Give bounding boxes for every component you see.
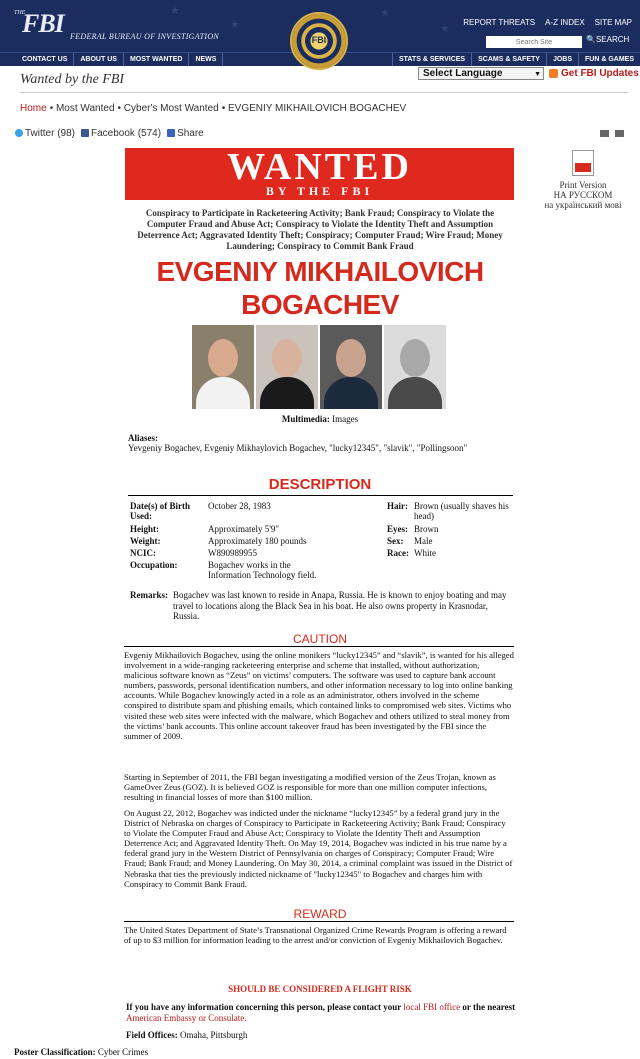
- photo-gallery: [192, 325, 446, 409]
- search-button-label: SEARCH: [595, 35, 630, 44]
- embassy-link[interactable]: American Embassy or Consulate.: [126, 1012, 247, 1023]
- occupation-label: Occupation:: [130, 560, 178, 570]
- star-decoration: ★: [380, 7, 390, 19]
- poster-classification: [14, 1047, 148, 1057]
- aliases: [128, 433, 488, 453]
- photo-figure: [196, 377, 250, 409]
- contact-text: or the nearest: [462, 1002, 516, 1012]
- poster-classification-value: Cyber Crimes: [97, 1047, 149, 1057]
- reward-paragraph: The United States Department of State’s Transnational Organized Crime Rewards Program is offering a reward of up to $3 million for information leading to the arrest and/or conviction of Evgeniy Mikhailovich Bogachev.: [124, 925, 507, 946]
- section-title: Wanted by the FBI: [20, 72, 125, 87]
- social-bar: [15, 128, 204, 139]
- share-icon: [167, 129, 175, 137]
- aliases-value: Yevgeniy Bogachev, Evgeniy Mikhaylovich Bogachev, "lucky12345", "slavik", "Pollingsoon": [128, 443, 468, 453]
- caution-paragraph: Starting in September of 2011, the FBI began investigating a modified version of the Zeus Trojan, known as GameOver Zeus (GOZ). It is believed GOZ is responsible for more than one million computer infections, resulting in financial losses of more than $100 million.: [124, 772, 496, 803]
- logo-subtitle: FEDERAL BUREAU OF INVESTIGATION: [70, 32, 220, 41]
- caution-paragraph: On August 22, 2012, Bogachev was indicted under the nickname “lucky12345” by a federal grand jury in the District of Nebraska on charges of Conspiracy to Participate in Racketeering Activity; Bank Fraud; Conspiracy to Violate the Computer Fraud and Abuse Act; Conspiracy to Violate the Identity Theft and Assumption Deterrence Act; and Aggravated Identity Theft. On May 19, 2014, Bogachev was indicted in his true name by a federal grand jury in the Western District of Pennsylvania on charges of Conspiracy; Computer Fraud; Wire Fraud; Bank Fraud; and Money Laundering. On May 30, 2014, a criminal complaint was issued in the District of Nebraska that ties the previously indicted nickname of "lucky12345" to Bogachev and charges him with Conspiracy to Commit Bank Fraud.: [124, 808, 513, 889]
- photo-face: [272, 339, 302, 377]
- divider: [128, 495, 513, 496]
- contact-text: If you have any information concerning this person, please contact your: [126, 1002, 402, 1012]
- ukrainian-version-link[interactable]: на український мові: [544, 200, 622, 210]
- logo-the: THE: [14, 10, 26, 16]
- remarks-value: Bogachev was last known to reside in Anapa, Russia. He is known to enjoy boating and may travel to locations along the Black Sea in his boat. He also owns property in Krasnodar, Russia.: [173, 590, 507, 621]
- photo-figure: [388, 377, 442, 409]
- fbi-updates-link[interactable]: [549, 68, 639, 79]
- divider: [124, 646, 514, 647]
- height-label: Height:: [130, 524, 159, 534]
- wanted-banner: [125, 148, 514, 200]
- nav-jobs[interactable]: JOBS: [546, 53, 578, 66]
- nav-stats-services[interactable]: STATS & SERVICES: [392, 53, 471, 66]
- multimedia-label: Multimedia:: [281, 414, 330, 424]
- banner-subtitle: BY THE FBI: [265, 184, 374, 198]
- flight-risk-warning: SHOULD BE CONSIDERED A FLIGHT RISK: [228, 984, 412, 994]
- aliases-label: Aliases:: [128, 433, 158, 443]
- weight-value: Approximately 180 pounds: [208, 536, 307, 546]
- caution-heading: CAUTION: [293, 632, 347, 646]
- email-icon[interactable]: [600, 130, 609, 137]
- fugitive-name-line2: BOGACHEV: [241, 289, 399, 320]
- contact-info: [126, 1002, 516, 1023]
- twitter-button[interactable]: [15, 128, 75, 139]
- nav-about-us[interactable]: ABOUT US: [74, 53, 124, 66]
- race-value: White: [414, 548, 436, 558]
- site-map-link[interactable]: SITE MAP: [594, 18, 632, 27]
- local-fbi-office-link[interactable]: local FBI office: [403, 1002, 461, 1012]
- nav-news[interactable]: NEWS: [189, 53, 223, 66]
- weight-label: Weight:: [130, 536, 161, 546]
- sex-value: Male: [414, 536, 433, 546]
- nav-right: [392, 53, 640, 66]
- search-input[interactable]: [486, 36, 582, 48]
- star-decoration: ★: [170, 5, 180, 17]
- photo-face: [400, 339, 430, 377]
- print-icon[interactable]: [615, 130, 624, 137]
- chevron-down-icon: ▼: [534, 71, 541, 78]
- multimedia-images-link[interactable]: Images: [332, 414, 359, 424]
- report-threats-link[interactable]: REPORT THREATS: [463, 18, 536, 27]
- reward-heading: REWARD: [293, 907, 347, 921]
- ncic-label: NCIC:: [130, 548, 156, 558]
- photo-face: [208, 339, 238, 377]
- fbi-seal-icon: [290, 12, 348, 70]
- poster-classification-label: Poster Classification:: [14, 1047, 96, 1057]
- ncic-value: W890989955: [208, 548, 257, 558]
- breadcrumb: [20, 103, 406, 114]
- eyes-label: Eyes:: [387, 524, 408, 534]
- breadcrumb-home[interactable]: Home: [20, 103, 47, 114]
- photo-figure: [324, 377, 378, 409]
- charges: Conspiracy to Participate in Racketeering Activity; Bank Fraud; Conspiracy to Violate the Computer Fraud and Abuse Act; Conspiracy to Violate the Identity Theft and Assumption Deterrence Act; Aggravated Identity Theft; Conspiracy; Computer Fraud; Wire Fraud; Money Laundering; Conspiracy to Commit Bank Fraud: [137, 208, 503, 251]
- top-links: [463, 18, 632, 27]
- twitter-label: Twitter (98): [25, 128, 76, 139]
- seal-text: FBI: [311, 35, 327, 45]
- twitter-icon: [15, 129, 23, 137]
- dob-label: Date(s) of Birth Used:: [130, 501, 190, 521]
- search-icon: 🔍: [586, 35, 596, 44]
- language-select[interactable]: [418, 67, 544, 80]
- photo-face: [336, 339, 366, 377]
- russian-version-link[interactable]: НА РУССКОМ: [553, 190, 613, 200]
- star-decoration: ★: [440, 23, 450, 35]
- nav-scams-safety[interactable]: SCAMS & SAFETY: [471, 53, 546, 66]
- search-button[interactable]: [586, 35, 629, 44]
- facebook-label: Facebook (574): [91, 128, 162, 139]
- suspect-photo[interactable]: [256, 325, 318, 409]
- fugitive-name-line1: EVGENIY MIKHAILOVICH: [156, 256, 484, 287]
- nav-contact-us[interactable]: CONTACT US: [0, 53, 74, 66]
- field-offices-value: Omaha, Pittsburgh: [179, 1030, 248, 1040]
- field-offices-label: Field Offices:: [126, 1030, 178, 1040]
- fbi-logo[interactable]: FBI: [22, 9, 64, 38]
- pdf-icon[interactable]: [572, 150, 594, 176]
- banner-title: WANTED: [227, 146, 412, 188]
- suspect-photo[interactable]: [192, 325, 254, 409]
- divider: [20, 92, 628, 93]
- occupation-value: Bogachev works in the Information Technology field.: [208, 560, 317, 580]
- remarks-label: Remarks:: [130, 590, 168, 600]
- photo-figure: [260, 377, 314, 409]
- rss-icon: [549, 69, 558, 78]
- hair-value: Brown (usually shaves his head): [414, 501, 509, 521]
- hair-label: Hair:: [387, 501, 408, 511]
- facebook-icon: [81, 129, 89, 137]
- language-select-value: Select Language: [423, 68, 503, 79]
- az-index-link[interactable]: A-Z INDEX: [545, 18, 585, 27]
- sex-label: Sex:: [387, 536, 404, 546]
- fugitive-name: [126, 255, 514, 321]
- print-options: [535, 150, 631, 210]
- facebook-button[interactable]: [81, 128, 161, 139]
- field-offices: [126, 1030, 247, 1040]
- description-heading: DESCRIPTION: [268, 476, 372, 493]
- suspect-photo[interactable]: [384, 325, 446, 409]
- height-value: Approximately 5'9": [208, 524, 280, 534]
- dob-value: October 28, 1983: [208, 501, 271, 511]
- star-decoration: ★: [230, 19, 240, 31]
- suspect-photo[interactable]: [320, 325, 382, 409]
- nav-fun-games[interactable]: FUN & GAMES: [578, 53, 640, 66]
- caution-paragraph: Evgeniy Mikhailovich Bogachev, using the online monikers “lucky12345” and “slavik”, is wanted for his alleged involvement in a wide-ranging racketeering enterprise and scheme that installed, without authorization, malicious software known as “Zeus” on victims’ computers. The software was used to capture bank account numbers, passwords, personal identification numbers, and other information necessary to log into online banking accounts. While Bogachev knowingly acted in a role as an administrator, others involved in the scheme conspired to distribute spam and phishing emails, which contained links to compromised web sites. Victims who visited these web sites were infected with the malware, which Bogachev and others utilized to steal money from the victims’ bank accounts. This online account takeover fraud has been investigated by the FBI since the summer of 2009.: [124, 650, 514, 741]
- breadcrumb-cyber[interactable]: • Cyber's Most Wanted: [117, 103, 219, 114]
- page-tools: [600, 130, 624, 137]
- share-label: Share: [177, 128, 204, 139]
- race-label: Race:: [387, 548, 409, 558]
- eyes-value: Brown: [414, 524, 439, 534]
- fbi-updates-label: Get FBI Updates: [561, 68, 639, 79]
- multimedia: [126, 414, 514, 424]
- print-version-link[interactable]: Print Version: [559, 180, 607, 190]
- breadcrumb-most-wanted[interactable]: • Most Wanted: [49, 103, 115, 114]
- share-button[interactable]: [167, 128, 204, 139]
- breadcrumb-current: • EVGENIY MIKHAILOVICH BOGACHEV: [221, 103, 407, 114]
- divider: [124, 921, 514, 922]
- nav-most-wanted[interactable]: MOST WANTED: [124, 53, 190, 66]
